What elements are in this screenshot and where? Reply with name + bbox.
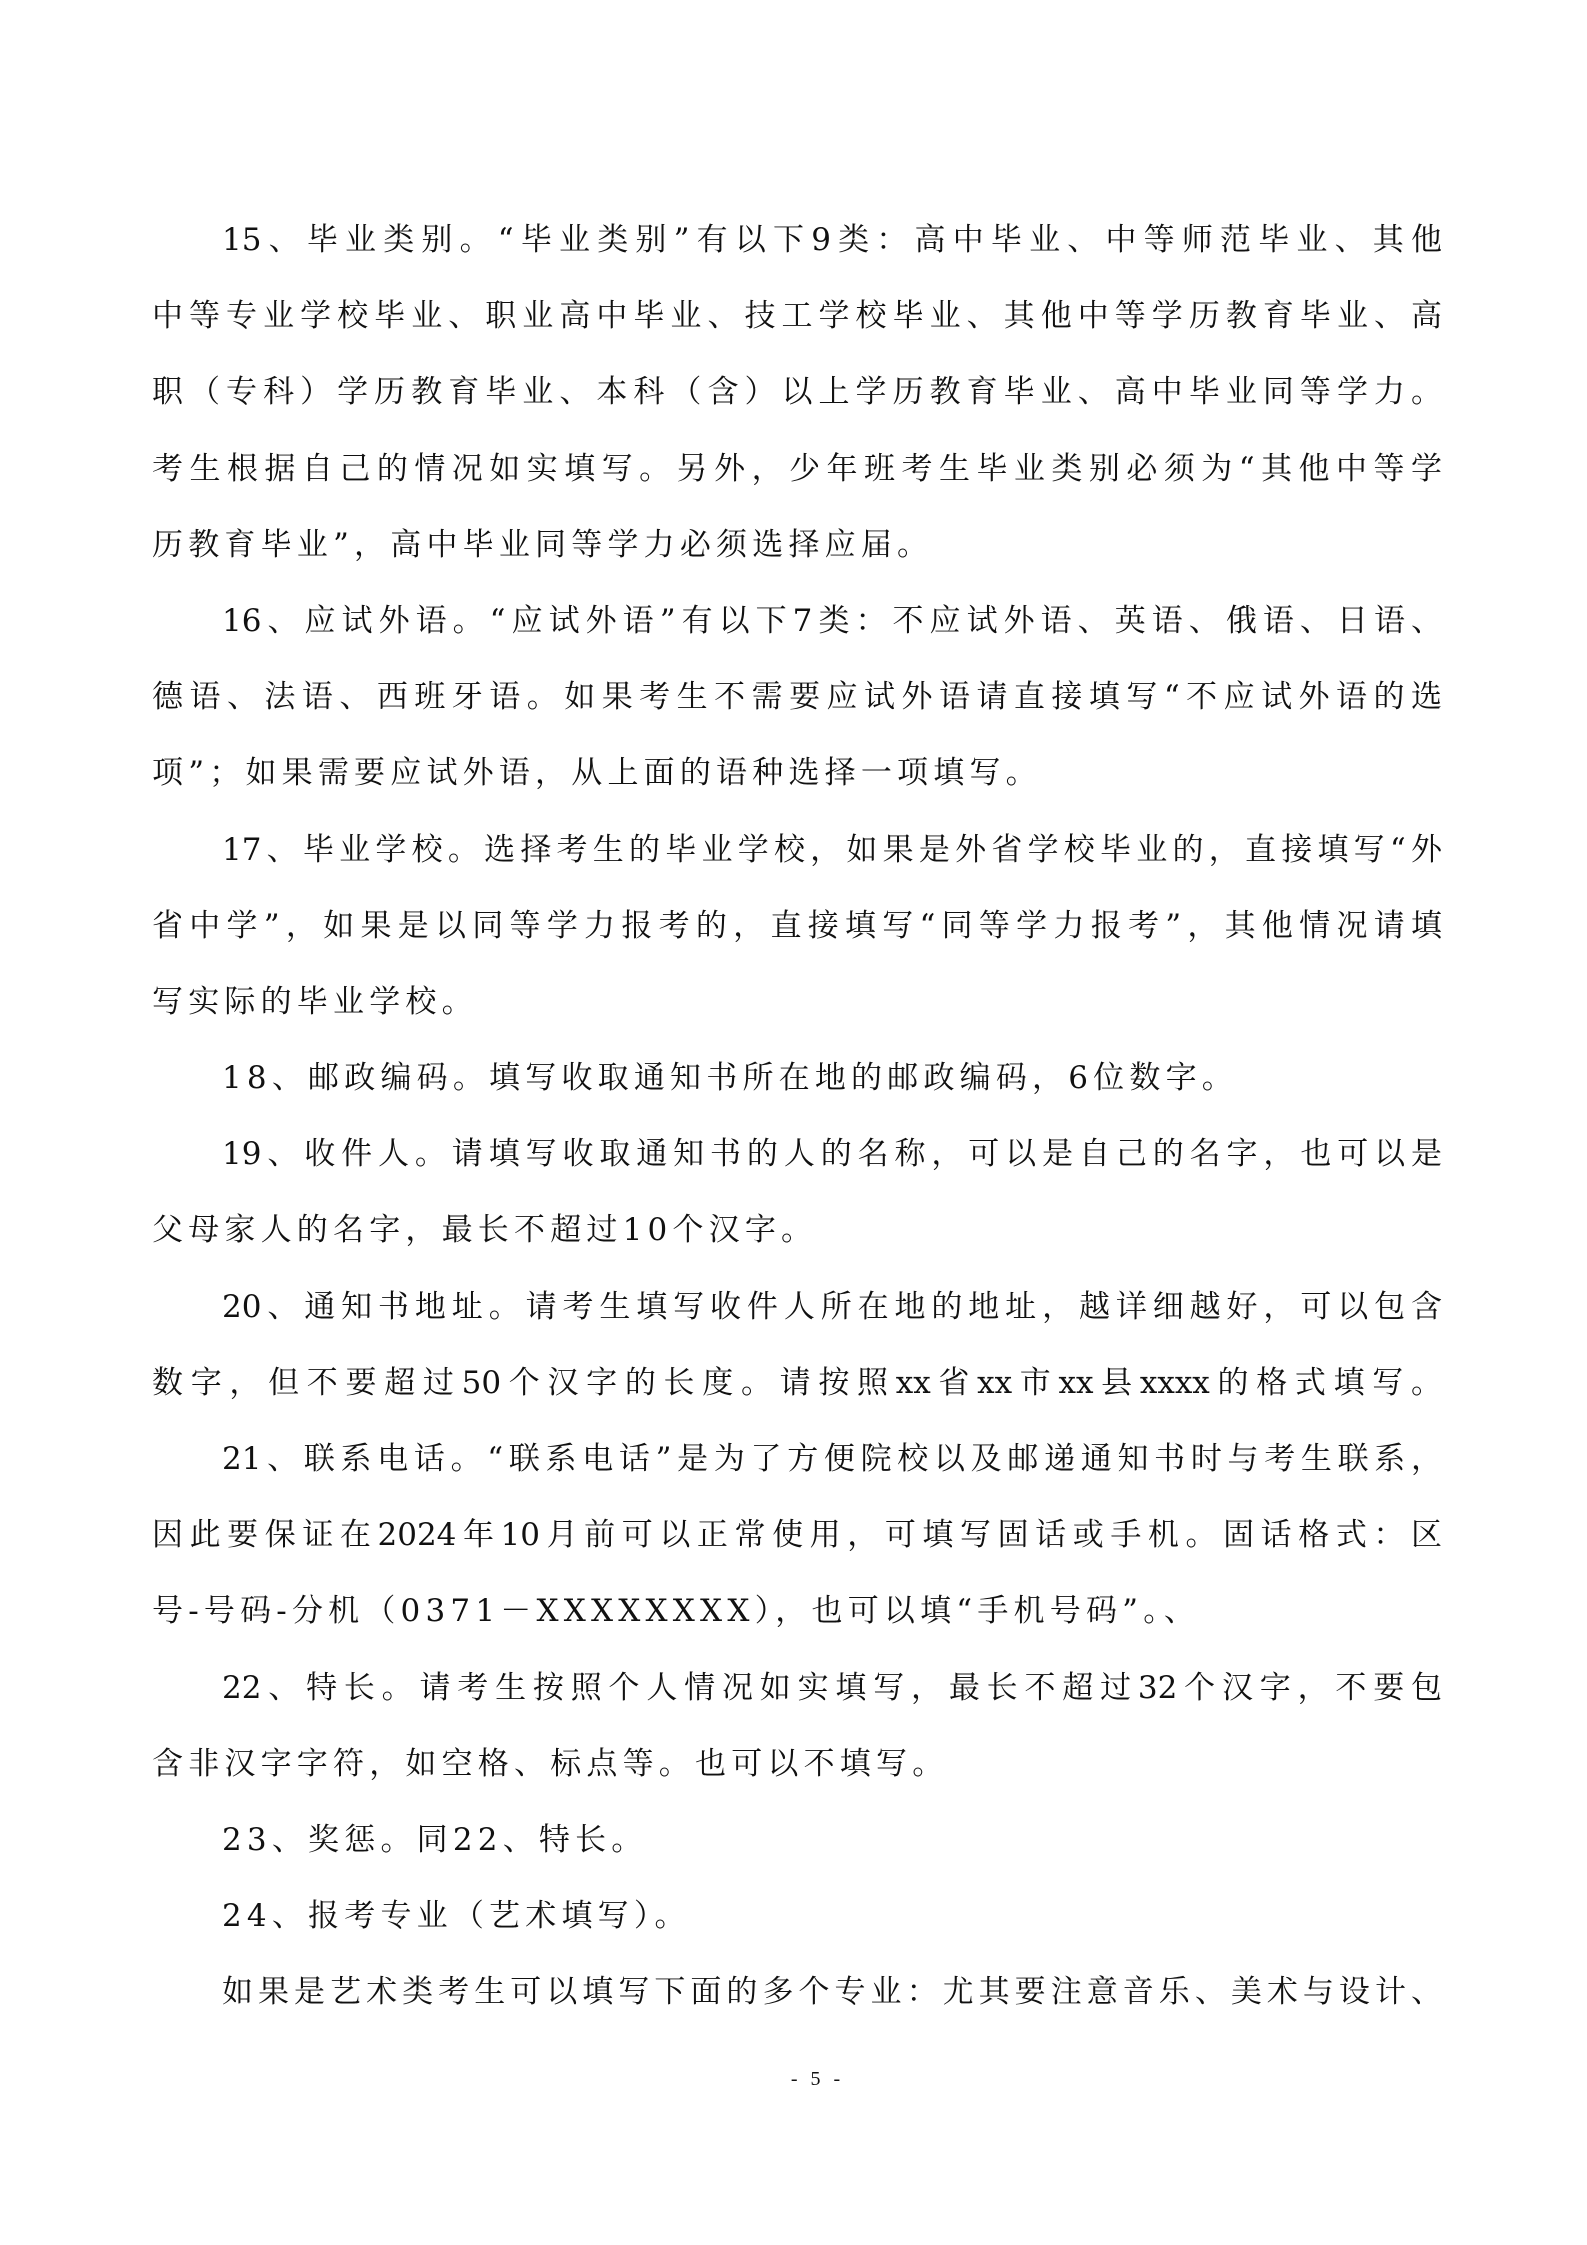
- text-line: 历教育毕业”，高中毕业同等学力必须选择应届。: [152, 526, 934, 563]
- text-line: 如果是艺术类考生可以填写下面的多个专业：尤其要注意音乐、美术与设计、: [222, 1974, 1442, 2011]
- document-body: [152, 202, 1442, 2031]
- text-line: 20、通知书地址。请考生填写收件人所在地的地址，越详细越好，可以包含: [222, 1288, 1442, 1325]
- page-number: - 5 -: [790, 2068, 845, 2090]
- text-line: 因此要保证在2024年10月前可以正常使用，可填写固话或手机。固话格式：区: [152, 1517, 1442, 1554]
- text-line: 15、毕业类别。“毕业类别”有以下9类：高中毕业、中等师范毕业、其他: [222, 222, 1442, 258]
- text-line: 德语、法语、西班牙语。如果考生不需要应试外语请直接填写“不应试外语的选: [152, 679, 1442, 716]
- text-line: 17、毕业学校。选择考生的毕业学校，如果是外省学校毕业的，直接填写“外: [222, 831, 1442, 868]
- text-line: 职（专科）学历教育毕业、本科（含）以上学历教育毕业、高中毕业同等学力。: [152, 374, 1442, 411]
- text-line: 18、邮政编码。填写收取通知书所在地的邮政编码，6位数字。: [222, 1060, 1238, 1097]
- text-line: 21、联系电话。“联系电话”是为了方便院校以及邮递通知书时与考生联系，: [222, 1441, 1442, 1477]
- text-line: 22、特长。请考生按照个人情况如实填写，最长不超过32个汉字，不要包: [222, 1669, 1442, 1706]
- text-line: 中等专业学校毕业、职业高中毕业、技工学校毕业、其他中等学历教育毕业、高: [152, 298, 1442, 335]
- text-line: 写实际的毕业学校。: [152, 983, 478, 1020]
- text-line: 含非汉字字符，如空格、标点等。也可以不填写。: [152, 1745, 949, 1782]
- text-line: 24、报考专业（艺术填写）。: [222, 1898, 691, 1935]
- text-line: 省中学”，如果是以同等学力报考的，直接填写“同等学力报考”，其他情况请填: [152, 907, 1442, 944]
- text-line: 16、应试外语。“应试外语”有以下7类：不应试外语、英语、俄语、日语、: [222, 602, 1442, 639]
- text-line: 考生根据自己的情况如实填写。另外，少年班考生毕业类别必须为“其他中等学: [152, 450, 1442, 487]
- text-line: 项”；如果需要应试外语，从上面的语种选择一项填写。: [152, 755, 1042, 792]
- text-line: 父母家人的名字，最长不超过10个汉字。: [152, 1212, 818, 1249]
- text-line: 19、收件人。请填写收取通知书的人的名称，可以是自己的名字，也可以是: [222, 1136, 1442, 1173]
- text-line: 23、奖惩。同22、特长。: [222, 1821, 648, 1858]
- text-line: 数字，但不要超过50个汉字的长度。请按照xx省xx市xx县xxxx的格式填写。: [152, 1364, 1442, 1401]
- text-line: 号-号码-分机（0371－XXXXXXXX），也可以填“手机号码”。、: [152, 1593, 1201, 1630]
